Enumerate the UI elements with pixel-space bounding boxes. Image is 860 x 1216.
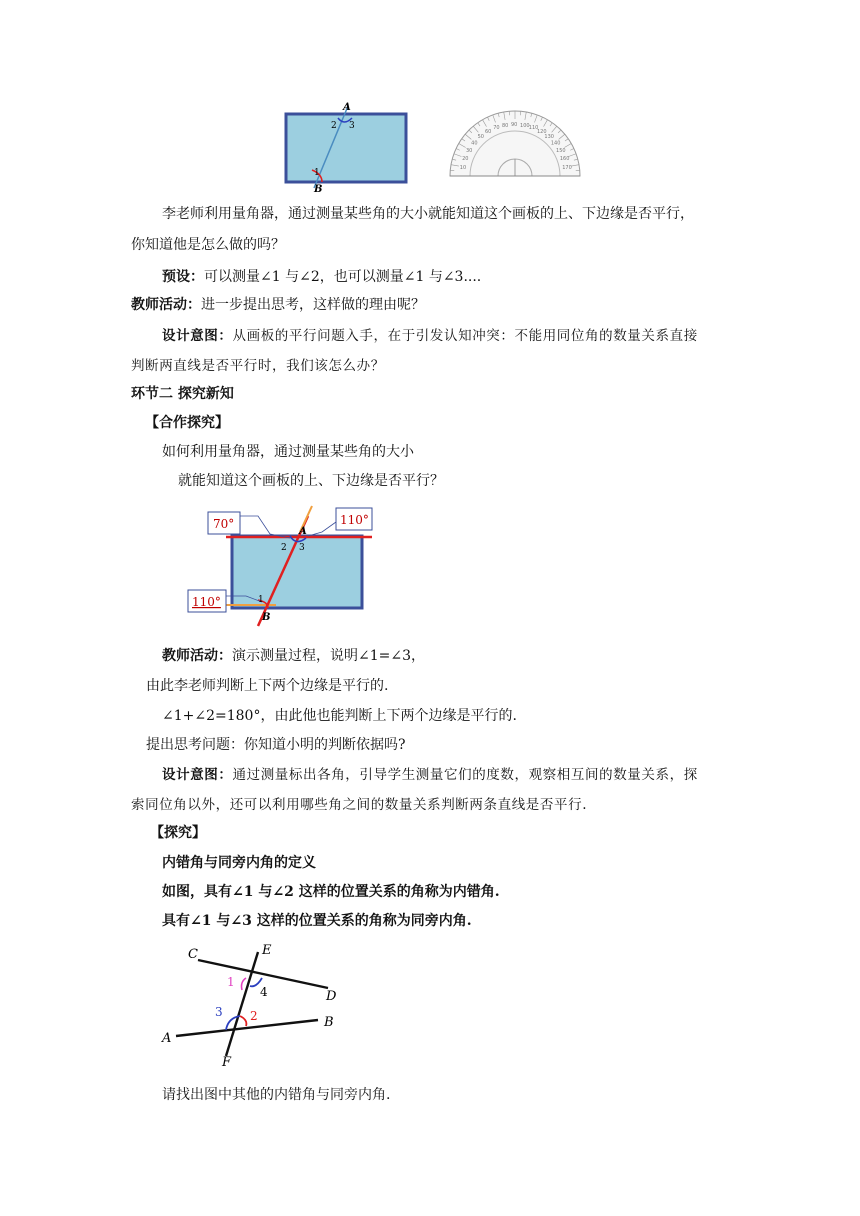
teacher-activity-2-line-2: 由此李老师判断上下两个边缘是平行的. xyxy=(146,678,389,694)
coop-line-2: 就能知道这个画板的上、下边缘是否平行？ xyxy=(178,473,444,489)
label-angle-2: 2 xyxy=(250,1009,258,1023)
preset-text: 可以测量∠1 与∠2，也可以测量∠1 与∠3.... xyxy=(204,269,482,285)
design-intent-label: 设计意图： xyxy=(162,328,233,344)
protractor-number: 170 xyxy=(562,164,572,171)
label-F: F xyxy=(222,1055,232,1070)
teacher-activity-2-text: 演示测量过程，说明∠1=∠3， xyxy=(232,648,426,664)
protractor-number: 110 xyxy=(528,125,539,132)
teacher-activity-2-line-3: ∠1+∠2=180°，由此他也能判断上下两个边缘是平行的. xyxy=(162,708,517,724)
label-A-2: A xyxy=(299,526,307,537)
design-intent-2-text: 通过测量标出各角，引导学生测量它们的度数，观察相互间的数量关系，探 xyxy=(232,767,698,783)
label-angle-1: 1 xyxy=(227,975,235,989)
design-intent-1 xyxy=(162,324,698,344)
label-1: 1 xyxy=(314,168,320,178)
final-question: 请找出图中其他的内错角与同旁内角. xyxy=(162,1087,391,1103)
label-B: B xyxy=(314,184,323,194)
label-D: D xyxy=(326,989,337,1004)
label-B-2: B xyxy=(262,612,271,623)
design-intent-2-label: 设计意图： xyxy=(162,767,233,783)
board-figure xyxy=(278,96,418,194)
label-2-2: 2 xyxy=(281,543,287,553)
callout-110-bottom: 110° xyxy=(192,595,221,609)
label-3: 3 xyxy=(349,121,355,131)
label-angle-4: 4 xyxy=(260,985,268,999)
arc-2 xyxy=(240,1016,246,1026)
protractor-number: 100 xyxy=(520,122,530,129)
design-intent-text: 从画板的平行问题入手，在于引发认知冲突：不能用同位角的数量关系直接 xyxy=(232,328,698,344)
protractor-number: 30 xyxy=(465,148,473,154)
measurement-figure xyxy=(186,502,376,632)
teacher-activity-text: 进一步提出思考，这样做的理由呢？ xyxy=(201,297,425,313)
explore-title: 【探究】 xyxy=(150,825,206,841)
angles-figure xyxy=(158,938,358,1072)
label-3-2: 3 xyxy=(299,543,305,553)
label-A: A xyxy=(343,102,351,113)
design-intent-2 xyxy=(162,763,698,783)
protractor-number: 160 xyxy=(559,156,570,163)
section-title: 环节二 探究新知 xyxy=(131,386,234,402)
protractor-number: 140 xyxy=(550,140,561,147)
protractor-number: 50 xyxy=(477,134,484,141)
teacher-activity-label: 教师活动： xyxy=(131,297,201,313)
protractor-number: 40 xyxy=(471,140,478,147)
coop-line-1: 如何利用量角器，通过测量某些角的大小 xyxy=(162,444,414,460)
protractor-number: 130 xyxy=(544,134,554,141)
design-intent-2-line-2: 索同位角以外，还可以利用哪些角之间的数量关系判断两条直线是否平行. xyxy=(131,797,588,813)
definition-1: 如图，具有∠1 与∠2 这样的位置关系的角称为内错角. xyxy=(162,884,500,900)
teacher-activity-2-label: 教师活动： xyxy=(162,648,232,664)
intro-line-2: 你知道他是怎么做的吗？ xyxy=(131,237,285,253)
label-B-3: B xyxy=(324,1015,334,1030)
protractor-image xyxy=(448,104,582,182)
teacher-activity-2-line-4: 提出思考问题：你知道小明的判断依据吗? xyxy=(146,737,406,753)
coop-title: 【合作探究】 xyxy=(145,415,229,431)
label-angle-3: 3 xyxy=(215,1005,223,1019)
label-A-3: A xyxy=(162,1031,172,1046)
design-intent-1-line-2: 判断两直线是否平行时，我们该怎么办？ xyxy=(131,358,385,374)
callout-110-top: 110° xyxy=(340,513,369,527)
drawing-board xyxy=(286,114,406,182)
label-E: E xyxy=(262,943,272,958)
line-CD xyxy=(198,960,328,988)
protractor-number: 80 xyxy=(501,122,509,129)
label-1-2: 1 xyxy=(258,595,264,605)
protractor-number: 60 xyxy=(485,128,492,135)
protractor-number: 10 xyxy=(459,164,467,171)
teacher-activity-1 xyxy=(131,294,425,314)
protractor-number: 150 xyxy=(556,148,566,154)
preset-paragraph xyxy=(162,266,481,286)
callout-70: 70° xyxy=(213,517,235,531)
protractor-number: 70 xyxy=(493,125,500,132)
intro-line-1: 李老师利用量角器，通过测量某些角的大小就能知道这个画板的上、下边缘是否平行， xyxy=(162,206,694,222)
protractor-number: 120 xyxy=(537,128,547,135)
preset-label: 预设： xyxy=(162,269,204,285)
drawing-board-2 xyxy=(232,536,362,608)
explore-subtitle: 内错角与同旁内角的定义 xyxy=(162,855,316,871)
label-C: C xyxy=(188,947,198,962)
definition-2: 具有∠1 与∠3 这样的位置关系的角称为同旁内角. xyxy=(162,913,472,929)
protractor-number: 90 xyxy=(511,122,518,128)
teacher-activity-2 xyxy=(162,645,425,665)
arc-1 xyxy=(242,978,247,990)
protractor-number: 20 xyxy=(462,156,469,163)
label-2: 2 xyxy=(331,121,337,131)
